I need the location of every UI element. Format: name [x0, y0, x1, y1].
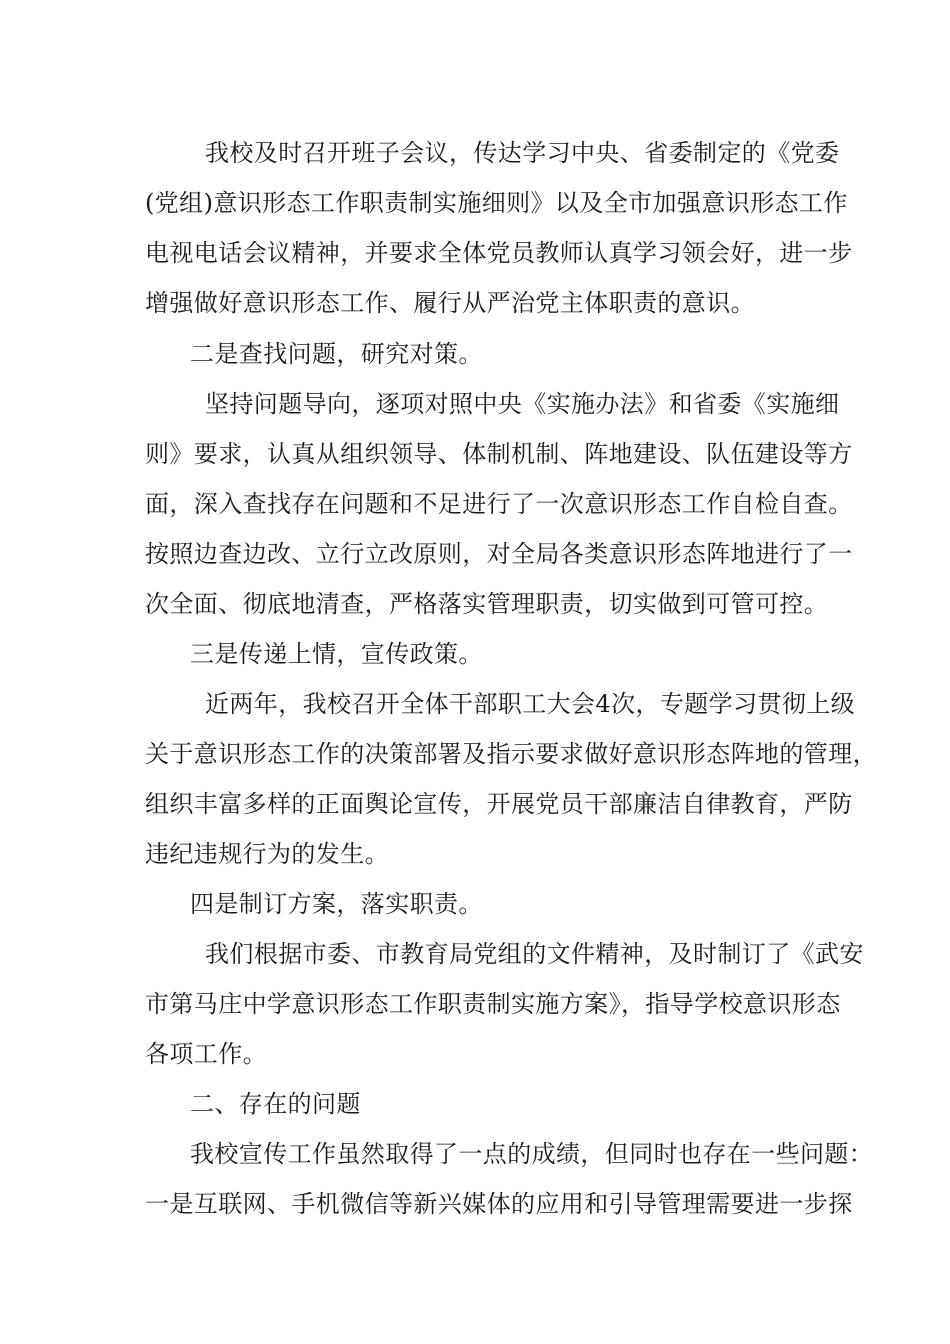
paragraph-3-line-4: 违纪违规行为的发生。 [145, 840, 389, 868]
paragraph-5-line-1: 我校宣传工作虽然取得了一点的成绩，但同时也存在一些问题： [190, 1140, 874, 1168]
section-heading: 二、存在的问题 [190, 1090, 361, 1118]
subheading-4: 四是制订方案，落实职责。 [190, 890, 483, 918]
paragraph-1-line-1: 我校及时召开班子会议，传达学习中央、省委制定的《党委 [205, 139, 840, 167]
paragraph-1-line-3: 电视电话会议精神，并要求全体党员教师认真学习领会好，进一步 [145, 239, 853, 267]
paragraph-2-line-3: 面，深入查找存在问题和不足进行了一次意识形态工作自检自查。 [145, 490, 853, 518]
paragraph-1-line-2: (党组)意识形态工作职责制实施细则》以及全市加强意识形态工作 [145, 189, 848, 217]
subheading-3: 三是传递上情，宣传政策。 [190, 640, 483, 668]
paragraph-3-line-2: 关于意识形态工作的决策部署及指示要求做好意识形态阵地的管理， [145, 740, 877, 768]
paragraph-2-line-2: 则》要求，认真从组织领导、体制机制、阵地建设、队伍建设等方 [145, 440, 853, 468]
paragraph-3-line-1: 近两年，我校召开全体干部职工大会4次，专题学习贯彻上级 [205, 690, 856, 718]
paragraph-1-line-4: 增强做好意识形态工作、履行从严治党主体职责的意识。 [145, 289, 755, 317]
paragraph-2-line-1: 坚持问题导向，逐项对照中央《实施办法》和省委《实施细 [205, 390, 840, 418]
paragraph-2-line-5: 次全面、彻底地清查，严格落实管理职责，切实做到可管可控。 [145, 590, 829, 618]
paragraph-3-line-3: 组织丰富多样的正面舆论宣传，开展党员干部廉洁自律教育，严防 [145, 790, 853, 818]
paragraph-4-line-2: 市第马庄中学意识形态工作职责制实施方案》，指导学校意识形态 [145, 990, 841, 1018]
paragraph-5-line-2: 一是互联网、手机微信等新兴媒体的应用和引导管理需要进一步探 [145, 1190, 853, 1218]
paragraph-2-line-4: 按照边查边改、立行立改原则，对全局各类意识形态阵地进行了一 [145, 540, 853, 568]
paragraph-4-line-3: 各项工作。 [145, 1040, 267, 1068]
paragraph-4-line-1: 我们根据市委、市教育局党组的文件精神，及时制订了《武安 [205, 940, 864, 968]
subheading-2: 二是查找问题，研究对策。 [190, 340, 483, 368]
